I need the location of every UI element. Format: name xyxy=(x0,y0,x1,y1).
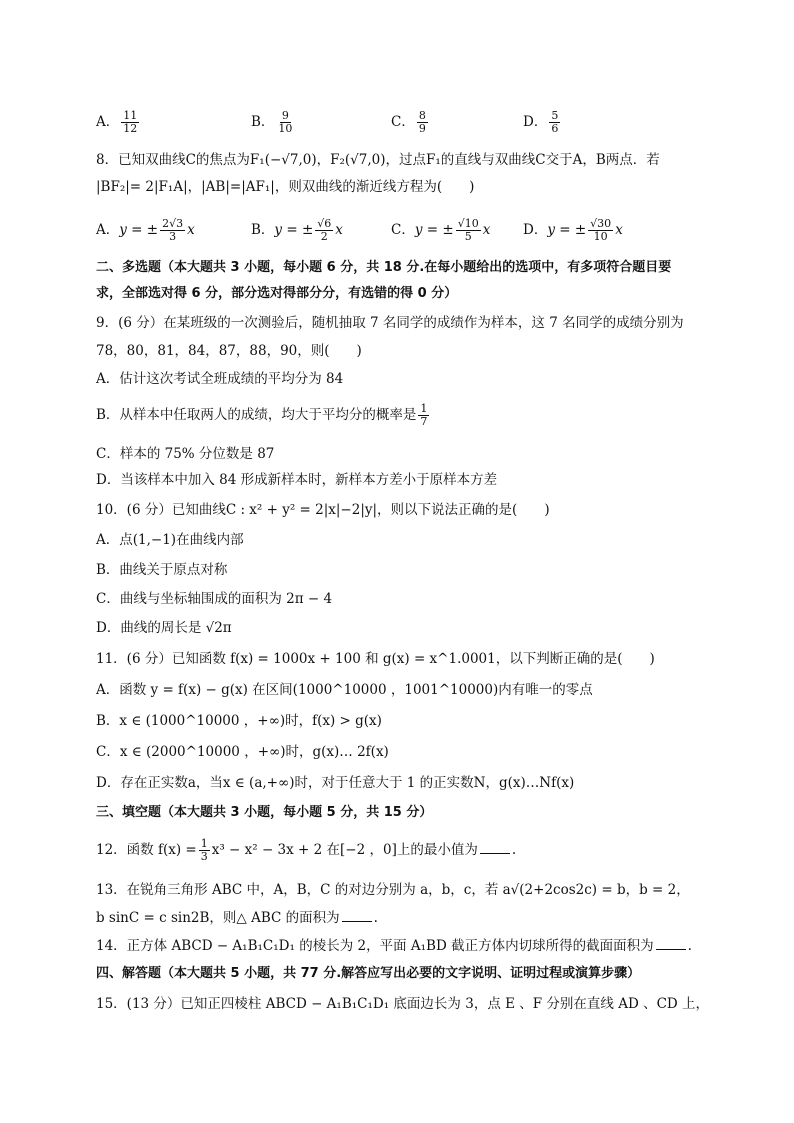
numerator: 8 xyxy=(418,109,426,122)
fraction xyxy=(199,838,210,863)
q7-option-b xyxy=(251,110,296,135)
section-3-heading: 三、填空题（本大题共 3 小题，每小题 5 分，共 15 分） xyxy=(96,805,433,820)
q8-option-d xyxy=(523,218,623,243)
q9-option-a: A．估计这次考试全班成绩的平均分为 84 xyxy=(96,371,344,387)
fraction xyxy=(417,110,428,135)
denominator: 5 xyxy=(464,230,472,243)
denominator: 6 xyxy=(551,122,559,135)
denominator: 2 xyxy=(320,230,328,243)
answer-blank[interactable] xyxy=(656,949,686,950)
option-letter: B． xyxy=(251,222,275,238)
q8-option-c xyxy=(391,218,490,243)
numerator: 5 xyxy=(551,109,559,122)
answer-blank[interactable] xyxy=(342,921,372,922)
fraction xyxy=(418,403,429,428)
fraction xyxy=(121,110,139,135)
option-letter: C． xyxy=(391,114,415,130)
variable: x xyxy=(335,222,343,238)
stem-text: x³ − x² − 3x + 2 在[−2 ，0]上的最小值为 xyxy=(211,842,478,858)
stem-text: b sinC = c sin2B，则△ ABC 的面积为 xyxy=(96,910,340,926)
q10-option-b: B．曲线关于原点对称 xyxy=(96,562,228,578)
period: . xyxy=(687,938,692,954)
q11-option-a: A．函数 y = f(x) − g(x) 在区间(1000^10000 ，1001^10000)内有唯一的零点 xyxy=(96,682,593,698)
q7-option-a xyxy=(96,110,141,135)
stem-text: 14．正方体 ABCD − A₁B₁C₁D₁ 的棱长为 2，平面 A₁BD 截正方体内切球所得的截面面积为 xyxy=(96,938,654,954)
fraction xyxy=(276,110,294,135)
section-2-heading-line2: 求，全部选对得 6 分，部分选对得部分分，有选错的得 0 分） xyxy=(96,286,458,301)
variable: x xyxy=(187,222,195,238)
q9-option-b xyxy=(96,403,431,428)
q9-stem-line1: 9．(6 分）在某班级的一次测验后，随机抽取 7 名同学的成绩作为样本，这 7 名同学的成绩分别为 xyxy=(96,315,684,331)
stem-text: 12．函数 f(x) = xyxy=(96,842,197,858)
option-letter: D． xyxy=(523,222,548,238)
option-letter: D． xyxy=(523,114,548,130)
q14-stem xyxy=(96,936,692,956)
numerator: √10 xyxy=(457,217,479,230)
section-4-heading: 四、解答题（本大题共 5 小题，共 77 分.解答应写出必要的文字说明、证明过程或演算步骤） xyxy=(96,966,641,981)
q10-option-d: D．曲线的周长是 √2π xyxy=(96,620,232,636)
q8-option-b xyxy=(251,218,343,243)
denominator: 12 xyxy=(123,122,138,135)
q11-option-b: B．x ∈ (1000^10000 ，+∞)时，f(x) > g(x) xyxy=(96,713,382,729)
q15-stem: 15．(13 分）已知正四棱柱 ABCD − A₁B₁C₁D₁ 底面边长为 3，点 E 、F 分别在直线 AD 、CD 上， xyxy=(96,996,710,1012)
q8-stem-line2: |BF₂|= 2|F₁A|，|AB|=|AF₁|，则双曲线的渐近线方程为( ) xyxy=(96,179,475,195)
q8-stem-line1: 8．已知双曲线C的焦点为F₁(−√7,0)，F₂(√7,0)，过点F₁的直线与双曲线C交于A，B两点．若 xyxy=(96,152,660,168)
option-letter: A． xyxy=(96,222,120,238)
expr: y = ± xyxy=(119,222,159,238)
variable: x xyxy=(615,222,623,238)
fraction xyxy=(549,110,560,135)
q11-option-c: C．x ∈ (2000^10000 ，+∞)时，g(x)… 2f(x) xyxy=(96,744,389,760)
q10-option-a: A．点(1,−1)在曲线内部 xyxy=(96,532,244,548)
denominator: 3 xyxy=(200,850,208,863)
numerator: 2√3 xyxy=(162,217,184,230)
q7-option-d xyxy=(523,110,562,135)
numerator: √30 xyxy=(590,217,612,230)
expr: y = ± xyxy=(414,222,454,238)
q10-stem: 10．(6 分）已知曲线C : x² + y² = 2|x|−2|y|，则以下说法正确的是( ) xyxy=(96,502,550,518)
numerator: 11 xyxy=(123,109,138,122)
numerator: 1 xyxy=(420,402,428,415)
q9-stem-line2: 78，80，81，84，87，88，90，则( ) xyxy=(96,343,362,359)
q9-option-d: D．当该样本中加入 84 形成新样本时，新样本方差小于原样本方差 xyxy=(96,472,498,488)
numerator: √6 xyxy=(317,217,332,230)
numerator: 1 xyxy=(200,837,208,850)
option-letter: B． xyxy=(251,114,275,130)
denominator: 7 xyxy=(420,415,428,428)
expr: y = ± xyxy=(547,222,587,238)
option-text: B．从样本中任取两人的成绩，均大于平均分的概率是 xyxy=(96,407,417,423)
denominator: 10 xyxy=(593,230,608,243)
denominator: 9 xyxy=(418,122,426,135)
expr: y = ± xyxy=(274,222,314,238)
answer-blank[interactable] xyxy=(480,853,510,854)
q11-stem: 11．(6 分）已知函数 f(x) = 1000x + 100 和 g(x) = x^1.0001，以下判断正确的是( ) xyxy=(96,651,655,667)
q13-stem-line1: 13．在锐角三角形 ABC 中，A，B，C 的对边分别为 a，b，c，若 a√(2+2cos2c) = b，b = 2， xyxy=(96,882,690,898)
variable: x xyxy=(482,222,491,238)
q10-option-c: C．曲线与坐标轴围成的面积为 2π − 4 xyxy=(96,591,333,607)
q12-stem xyxy=(96,838,516,863)
q8-option-a xyxy=(96,218,195,243)
fraction xyxy=(315,218,333,243)
denominator: 3 xyxy=(169,230,177,243)
q7-option-c xyxy=(391,110,430,135)
fraction xyxy=(160,218,185,243)
denominator: 10 xyxy=(278,122,293,135)
option-letter: C． xyxy=(391,222,415,238)
fraction xyxy=(588,218,613,243)
fraction xyxy=(456,218,481,243)
option-letter: A． xyxy=(96,114,120,130)
q11-option-d: D．存在正实数a，当x ∈ (a,+∞)时，对于任意大于 1 的正实数N，g(x)…Nf(x) xyxy=(96,775,575,791)
section-2-heading-line1: 二、多选题（本大题共 3 小题，每小题 6 分，共 18 分.在每小题给出的选项中，有多项符合题目要 xyxy=(96,260,672,275)
period: . xyxy=(373,910,378,926)
numerator: 9 xyxy=(281,109,289,122)
q9-option-c: C．样本的 75% 分位数是 87 xyxy=(96,446,275,462)
period: . xyxy=(511,842,517,858)
q13-stem-line2 xyxy=(96,908,378,928)
